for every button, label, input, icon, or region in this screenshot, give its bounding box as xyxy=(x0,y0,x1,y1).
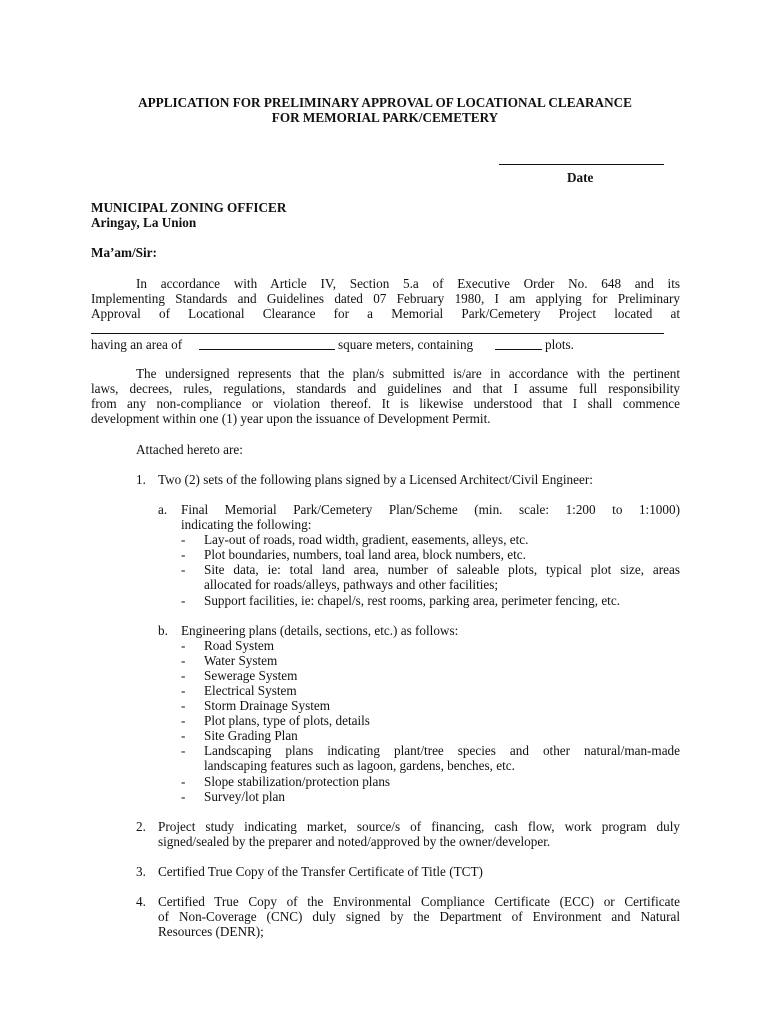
item4-line-3: Resources (DENR); xyxy=(158,924,264,939)
bullet-dash: - xyxy=(181,698,186,713)
form-title-line2: FOR MEMORIAL PARK/CEMETERY xyxy=(271,110,499,125)
form-title-line1: APPLICATION FOR PRELIMINARY APPROVAL OF LOCATIONAL CLEARANCE xyxy=(138,95,632,110)
bullet-dash: - xyxy=(181,593,186,608)
item1b-heading: Engineering plans (details, sections, etc.) as follows: xyxy=(181,623,459,638)
item2-line-2: signed/sealed by the preparer and noted/approved by the owner/developer. xyxy=(158,834,551,849)
intro-line-3: Approval of Locational Clearance for a Memorial Park/Cemetery Project located at xyxy=(91,306,680,321)
undersigned-line-2: laws, decrees, rules, regulations, standards and guidelines and that I assume full responsibility xyxy=(91,381,680,396)
item1b-bullet: Road System xyxy=(204,638,274,653)
item1b-landscaping-line-1: Landscaping plans indicating plant/tree species and other natural/man-made xyxy=(204,743,680,758)
item1a-bullet-2: Plot boundaries, numbers, toal land area, block numbers, etc. xyxy=(204,547,526,562)
plots-blank[interactable] xyxy=(495,349,542,350)
area-blank[interactable] xyxy=(199,349,335,350)
bullet-dash: - xyxy=(181,532,186,547)
undersigned-line-4: development within one (1) year upon the issuance of Development Permit. xyxy=(91,411,491,426)
item1b-survey: Survey/lot plan xyxy=(204,789,285,804)
undersigned-line-3: from any non-compliance or violation thereof. It is likewise understood that I shall commence xyxy=(91,396,680,411)
item1a-bullet-3-line-2: allocated for roads/alleys, pathways and other facilities; xyxy=(204,577,499,592)
bullet-dash: - xyxy=(181,668,186,683)
item1a-bullet-4: Support facilities, ie: chapel/s, rest rooms, parking area, perimeter fencing, etc. xyxy=(204,593,620,608)
item1b-bullet: Electrical System xyxy=(204,683,297,698)
item4-line-1: Certified True Copy of the Environmental Compliance Certificate (ECC) or Certificate xyxy=(158,894,680,909)
bullet-dash: - xyxy=(181,774,186,789)
item1b-letter: b. xyxy=(158,623,168,638)
bullet-dash: - xyxy=(181,728,186,743)
undersigned-line-1: The undersigned represents that the plan/s submitted is/are in accordance with the pertinent xyxy=(136,366,680,381)
item4-line-2: of Non-Coverage (CNC) duly signed by the Department of Environment and Natural xyxy=(158,909,680,924)
item1b-bullet: Sewerage System xyxy=(204,668,298,683)
attached-label: Attached hereto are: xyxy=(136,442,243,457)
intro-line-1: In accordance with Article IV, Section 5.a of Executive Order No. 648 and its xyxy=(136,276,680,291)
item1a-line-2: indicating the following: xyxy=(181,517,312,532)
item1-text: Two (2) sets of the following plans signed by a Licensed Architect/Civil Engineer: xyxy=(158,472,593,487)
item1b-slope: Slope stabilization/protection plans xyxy=(204,774,391,789)
bullet-dash: - xyxy=(181,789,186,804)
location-blank[interactable] xyxy=(91,333,664,334)
bullet-dash: - xyxy=(181,653,186,668)
item3-text: Certified True Copy of the Transfer Certificate of Title (TCT) xyxy=(158,864,483,879)
item1b-bullet: Plot plans, type of plots, details xyxy=(204,713,370,728)
item2-number: 2. xyxy=(136,819,146,834)
bullet-dash: - xyxy=(181,683,186,698)
date-label: Date xyxy=(567,170,594,185)
bullet-dash: - xyxy=(181,713,186,728)
item2-line-1: Project study indicating market, source/s of financing, cash flow, work program duly xyxy=(158,819,680,834)
intro-line-2: Implementing Standards and Guidelines dated 07 February 1980, I am applying for Preliminary xyxy=(91,291,680,306)
bullet-dash: - xyxy=(181,638,186,653)
item3-number: 3. xyxy=(136,864,146,879)
item1a-letter: a. xyxy=(158,502,168,517)
item1a-bullet-1: Lay-out of roads, road width, gradient, easements, alleys, etc. xyxy=(204,532,529,547)
area-prefix: having an area of xyxy=(91,337,183,352)
area-suffix: plots. xyxy=(545,337,574,352)
item1b-bullet: Site Grading Plan xyxy=(204,728,298,743)
addressee-office: MUNICIPAL ZONING OFFICER xyxy=(91,200,287,215)
item1-number: 1. xyxy=(136,472,146,487)
item4-number: 4. xyxy=(136,894,146,909)
addressee-location: Aringay, La Union xyxy=(91,215,197,230)
bullet-dash: - xyxy=(181,743,186,758)
bullet-dash: - xyxy=(181,547,186,562)
date-blank[interactable] xyxy=(499,164,664,165)
salutation: Ma’am/Sir: xyxy=(91,245,157,260)
item1b-landscaping-line-2: landscaping features such as lagoon, gardens, benches, etc. xyxy=(204,758,515,773)
item1a-bullet-3-line-1: Site data, ie: total land area, number of saleable plots, typical plot size, areas xyxy=(204,562,680,577)
item1b-bullet: Water System xyxy=(204,653,278,668)
bullet-dash: - xyxy=(181,562,186,577)
area-middle: square meters, containing xyxy=(338,337,474,352)
item1a-line-1: Final Memorial Park/Cemetery Plan/Scheme (min. scale: 1:200 to 1:1000) xyxy=(181,502,680,517)
item1b-bullet: Storm Drainage System xyxy=(204,698,330,713)
